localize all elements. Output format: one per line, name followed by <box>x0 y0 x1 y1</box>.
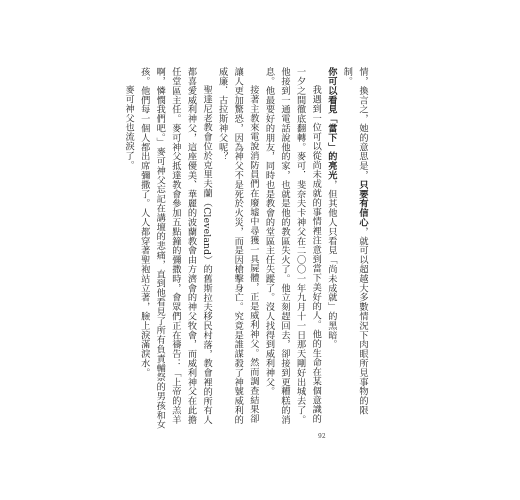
paragraph-text: ，就可以超越大多數情況下肉眼所見事物的限制。 <box>341 67 368 415</box>
paragraph <box>339 67 370 429</box>
emphasized-text: 只要有信心 <box>357 179 368 227</box>
paragraph-text: ，但其他人只看見「尚未成就」的黑暗。 <box>325 179 337 350</box>
paragraph <box>323 67 339 429</box>
paragraph-text: 我遇到一位可以從尚未成就的事情裡注意到當下美好的人。他的生命在某個意識的一夕之間徹底翻轉。麥可．斐奈夫卡神父在二〇〇一年九月十一日那天剛好出城去了。他接到一通電話說他的家，也就是他的教區失火了。他立刻趕回去，卻接到更糟糕的消息。他最要好的朋友，同時也是教會的堂區主任失蹤了。沒人找得到威利神父。 <box>263 67 322 425</box>
emphasized-text: 你可以看見「當下」的亮光 <box>325 67 337 180</box>
paragraph-text: 麥可神父也流淚了。 <box>123 85 135 170</box>
paragraph <box>121 67 137 429</box>
paragraph <box>214 67 261 429</box>
page-number: 92 <box>318 433 326 440</box>
paragraph-text: 接著主教來電說消防員們在廢墟中尋獲一具屍體，正是威利神父。然而調查結果卻讓人更加驚恐，因為神父不是死於火災，而是因槍擊身亡。究竟是誰謀殺了神號威利的威廉．古拉斯神父呢？ <box>216 67 259 425</box>
paragraph <box>136 67 214 429</box>
paragraph-text: 聖達尼老教會位於克里夫蘭（Cleveland）的舊斯拉夫移民村落，教會裡的所有人都喜愛威利神父，這座優美、華麗的波蘭教會由方濟會的神父牧會，而威利神父在此擔任堂區主任。麥可神父抵達教會參加五點鐘的彌撒時，會眾們正在禱告：「上帝的羔羊啊，憐憫我們吧。」麥可神父忘記在講壇的悲痛，直到他看見了所有負責輔祭的男孩和女孩。他們每一個人都出席彌撒了。人人都穿著聖袍站立著，臉上淚滿淚水。 <box>138 67 213 429</box>
paragraph-text: 情，換言之，她的意思是， <box>357 67 368 180</box>
vertical-text-body <box>118 67 370 429</box>
paragraph <box>261 67 323 429</box>
